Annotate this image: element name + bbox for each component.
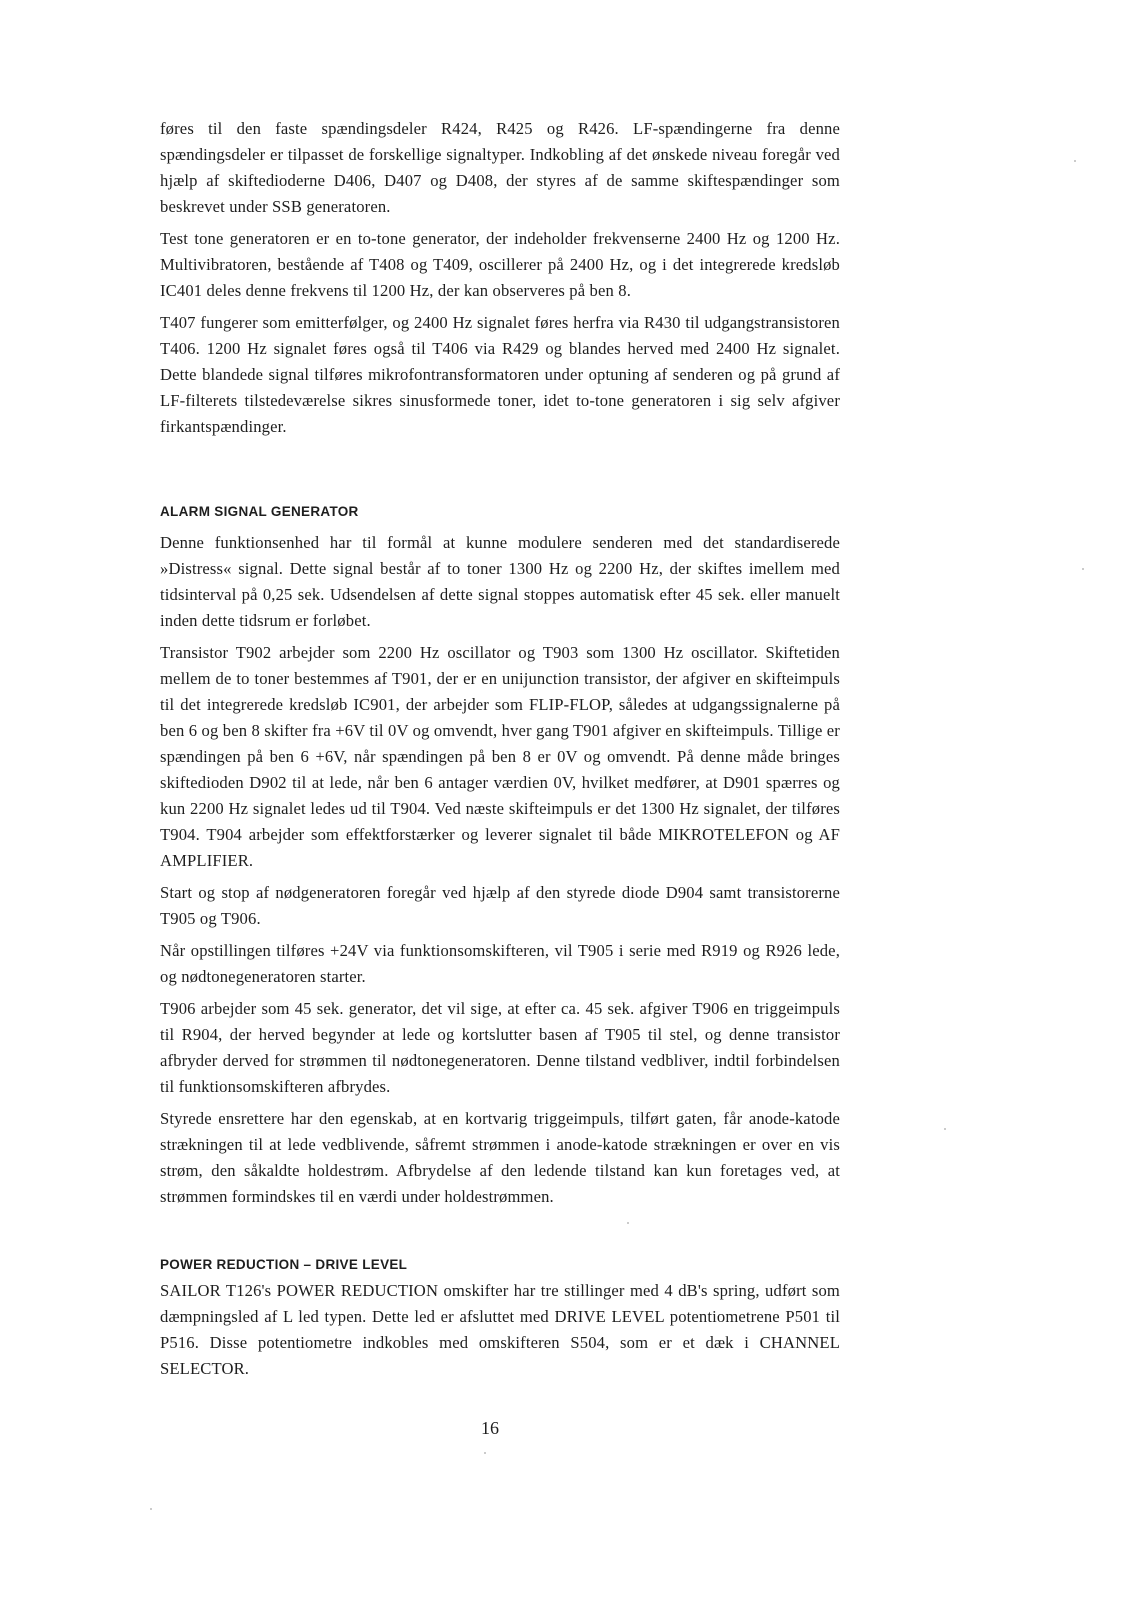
scan-speck — [1074, 160, 1076, 162]
alarm-paragraph-1: Denne funktionsenhed har til formål at kunne modulere senderen med det standardiserede »Distress« signal. Dette signal består af to toner 1300 Hz og 2200 Hz, der skiftes imellem med tidsinterval på 0,25 sek. Udsendelsen af dette signal stoppes automatisk efter 45 sek. eller manuelt inden dette tidsrum er forløbet. — [160, 533, 840, 630]
alarm-paragraph-2: Transistor T902 arbejder som 2200 Hz oscillator og T903 som 1300 Hz oscillator. Skiftetiden mellem de to toner bestemmes af T901, der er en unijunction transistor, der afgiver en skifteimpuls til det integrerede kredsløb IC901, der arbejder som FLIP-FLOP, således at udgangssignalerne på ben 6 og ben 8 skifter fra +6V til 0V og omvendt, hver gang T901 afgiver en skifteimpuls. Tillige er spændingen på ben 6 +6V, når spændingen på ben 8 er 0V og omvendt. På denne måde bringes skiftedioden D902 til at lede, når ben 6 antager værdien 0V, hvilket medfører, at D901 spærres og kun 2200 Hz signalet ledes ud til T904. Ved næste skifteimpuls er det 1300 Hz signalet, der tilføres T904. T904 arbejder som effektforstærker og leverer signalet til både MIKROTELEFON og AF AMPLIFIER. — [160, 643, 840, 870]
alarm-paragraph-5: T906 arbejder som 45 sek. generator, det vil sige, at efter ca. 45 sek. afgiver T906 en triggeimpuls til R904, der herved begynder at lede og kortslutter basen af T905 til stel, og denne transistor afbryder derved for strømmen til nødtonegeneratoren. Denne tilstand vedbliver, indtil forbindelsen til funktionsomskifteren afbrydes. — [160, 999, 840, 1096]
intro-paragraph-3: T407 fungerer som emitterfølger, og 2400 Hz signalet føres herfra via R430 til udgangstransistoren T406. 1200 Hz signalet føres også til T406 via R429 og blandes herved med 2400 Hz signalet. Dette blandede signal tilføres mikrofontransformatoren under optuning af senderen og på grund af LF-filterets tilstedeværelse sikres sinusformede toner, idet to-tone generatoren i sig selv afgiver firkantspændinger. — [160, 313, 840, 436]
alarm-section — [160, 503, 840, 1210]
power-paragraph-1: SAILOR T126's POWER REDUCTION omskifter har tre stillinger med 4 dB's spring, udført som dæmpningsled af L led typen. Dette led er afsluttet med DRIVE LEVEL potentiometrene P501 til P516. Disse potentiometre indkobles med omskifteren S504, som er et dæk i CHANNEL SELECTOR. — [160, 1281, 840, 1378]
intro-paragraph-2: Test tone generatoren er en to-tone generator, der indeholder frekvenserne 2400 Hz og 1200 Hz. Multivibratoren, bestående af T408 og T409, oscillerer på 2400 Hz, og i det integrerede kredsløb IC401 deles denne frekvens til 1200 Hz, der kan observeres på ben 8. — [160, 229, 840, 300]
scan-speck — [627, 1222, 629, 1224]
power-section — [160, 1256, 840, 1382]
alarm-heading: ALARM SIGNAL GENERATOR — [160, 504, 359, 519]
power-heading: POWER REDUCTION – DRIVE LEVEL — [160, 1257, 408, 1272]
page-number: 16 — [481, 1418, 499, 1438]
scan-speck — [1082, 568, 1084, 570]
scan-speck — [150, 1508, 152, 1510]
intro-paragraph-1: føres til den faste spændingsdeler R424, R425 og R426. LF-spændingerne fra denne spændingsdeler er tilpasset de forskellige signaltyper. Indkobling af det ønskede niveau foregår ved hjælp af skiftedioderne D406, D407 og D408, der styres af de samme skiftespændinger som beskrevet under SSB generatoren. — [160, 119, 840, 216]
scan-speck — [484, 1452, 486, 1454]
scan-speck — [944, 1128, 946, 1130]
intro-section — [160, 116, 840, 440]
alarm-paragraph-3: Start og stop af nødgeneratoren foregår ved hjælp af den styrede diode D904 samt transistorerne T905 og T906. — [160, 883, 840, 928]
alarm-paragraph-4: Når opstillingen tilføres +24V via funktionsomskifteren, vil T905 i serie med R919 og R926 lede, og nødtonegeneratoren starter. — [160, 941, 840, 986]
alarm-paragraph-6: Styrede ensrettere har den egenskab, at en kortvarig triggeimpuls, tilført gaten, får anode-katode strækningen til at lede vedblivende, såfremt strømmen i anode-katode strækningen er over en vis strøm, den såkaldte holdestrøm. Afbrydelse af den ledende tilstand kan kun foretages ved, at strømmen formindskes til en værdi under holdestrømmen. — [160, 1109, 840, 1206]
